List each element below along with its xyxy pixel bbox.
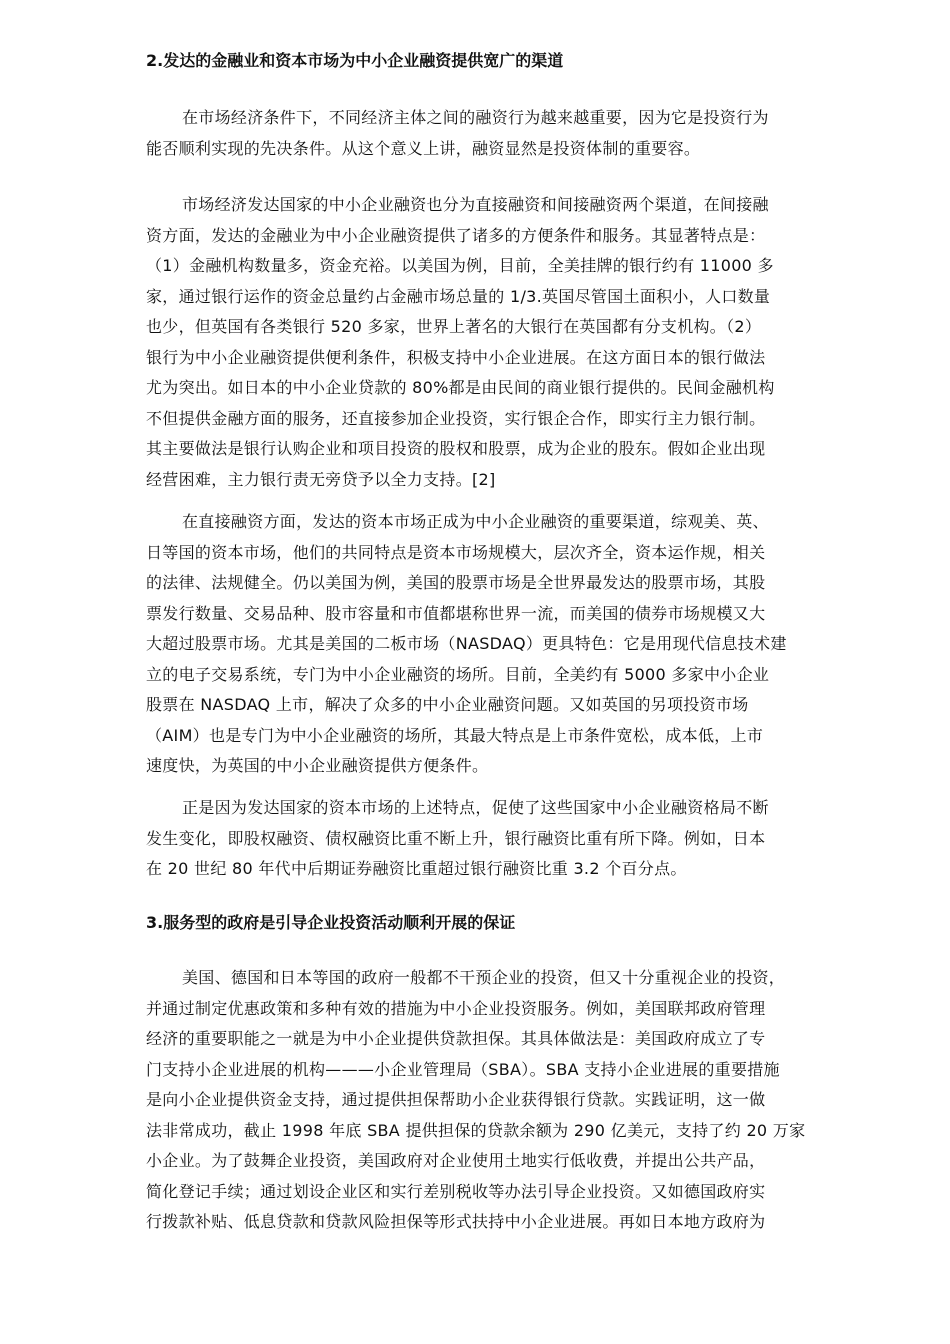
paragraph-line: （1）金融机构数量多，资金充裕。以美国为例，目前，全美挂牌的银行约有 11000 多 (146, 256, 774, 275)
paragraph-line: 发生变化，即股权融资、债权融资比重不断上升，银行融资比重有所下降。例如，日本 (146, 828, 766, 848)
paragraph-line: 资方面，发达的金融业为中小企业融资提供了诸多的方便条件和服务。其显著特点是： (146, 225, 766, 245)
section-heading-2: 2.发达的金融业和资本市场为中小企业融资提供宽广的渠道 (146, 51, 564, 70)
paragraph-line: 的法律、法规健全。仍以美国为例，美国的股票市场是全世界最发达的股票市场，其股 (146, 573, 766, 592)
paragraph-line: 日等国的资本市场，他们的共同特点是资本市场规模大，层次齐全，资本运作规，相关 (146, 542, 766, 562)
paragraph-line: 小企业。为了鼓舞企业投资，美国政府对企业使用土地实行低收费，并提出公共产品， (146, 1151, 766, 1170)
paragraph-line: 正是因为发达国家的资本市场的上述特点，促使了这些国家中小企业融资格局不断 (182, 798, 769, 817)
paragraph-line: 经济的重要职能之一就是为中小企业提供贷款担保。其具体做法是：美国政府成立了专 (146, 1029, 766, 1048)
paragraph-line: 法非常成功，截止 1998 年底 SBA 提供担保的贷款余额为 290 亿美元，支持了约 20 万家 (146, 1120, 806, 1140)
paragraph-line: 市场经济发达国家的中小企业融资也分为直接融资和间接融资两个渠道，在间接融 (182, 195, 769, 214)
paragraph-line: 其主要做法是银行认购企业和项目投资的股权和股票，成为企业的股东。假如企业出现 (146, 439, 766, 458)
paragraph-line: 在市场经济条件下，不同经济主体之间的融资行为越来越重要，因为它是投资行为 (182, 108, 769, 127)
paragraph-line: 是向小企业提供资金支持，通过提供担保帮助小企业获得银行贷款。实践证明，这一做 (146, 1090, 766, 1109)
paragraph-line: 能否顺利实现的先决条件。从这个意义上讲，融资显然是投资体制的重要容。 (146, 138, 701, 158)
paragraph-4 (146, 793, 876, 885)
paragraph-3 (146, 507, 876, 782)
paragraph-1 (146, 103, 876, 164)
paragraph-line: 经营困难，主力银行责无旁贷予以全力支持。[2] (146, 469, 496, 489)
paragraph-line: 在直接融资方面，发达的资本市场正成为中小企业融资的重要渠道，综观美、英、 (182, 512, 769, 531)
paragraph-line: 股票在 NASDAQ 上市，解决了众多的中小企业融资问题。又如英国的另项投资市场 (146, 695, 749, 714)
section-heading-3: 3.服务型的政府是引导企业投资活动顺利开展的保证 (146, 913, 516, 932)
paragraph-line: 立的电子交易系统，专门为中小企业融资的场所。目前，全美约有 5000 多家中小企业 (146, 664, 770, 684)
paragraph-5 (146, 963, 876, 1238)
paragraph-line: 家，通过银行运作的资金总量约占金融市场总量的 1/3.英国尽管国土面积小，人口数量 (146, 286, 771, 306)
paragraph-line: 并通过制定优惠政策和多种有效的措施为中小企业投资服务。例如，美国联邦政府管理 (146, 998, 766, 1018)
paragraph-line: 在 20 世纪 80 年代中后期证券融资比重超过银行融资比重 3.2 个百分点。 (146, 859, 687, 878)
paragraph-line: （AIM）也是专门为中小企业融资的场所，其最大特点是上市条件宽松，成本低，上市 (146, 725, 764, 745)
paragraph-line: 尤为突出。如日本的中小企业贷款的 80%都是由民间的商业银行提供的。民间金融机构 (146, 378, 775, 397)
paragraph-line: 不但提供金融方面的服务，还直接参加企业投资，实行银企合作，即实行主力银行制。 (146, 408, 766, 428)
paragraph-line: 美国、德国和日本等国的政府一般都不干预企业的投资，但又十分重视企业的投资， (182, 968, 786, 987)
paragraph-line: 行拨款补贴、低息贷款和贷款风险担保等形式扶持中小企业进展。再如日本地方政府为 (146, 1212, 766, 1231)
paragraph-line: 门支持小企业进展的机构———小企业管理局（SBA）。SBA 支持小企业进展的重要措施 (146, 1059, 780, 1079)
paragraph-line: 简化登记手续；通过划设企业区和实行差别税收等办法引导企业投资。又如德国政府实 (146, 1181, 766, 1201)
paragraph-2 (146, 190, 876, 495)
paragraph-line: 银行为中小企业融资提供便利条件，积极支持中小企业进展。在这方面日本的银行做法 (146, 347, 766, 367)
paragraph-line: 速度快，为英国的中小企业融资提供方便条件。 (146, 756, 489, 775)
paragraph-line: 也少，但英国有各类银行 520 多家，世界上著名的大银行在英国都有分支机构。（2） (146, 317, 762, 336)
paragraph-line: 票发行数量、交易品种、股市容量和市值都堪称世界一流，而美国的债券市场规模又大 (146, 603, 766, 623)
paragraph-line: 大超过股票市场。尤其是美国的二板市场（NASDAQ）更具特色：它是用现代信息技术建 (146, 634, 787, 653)
